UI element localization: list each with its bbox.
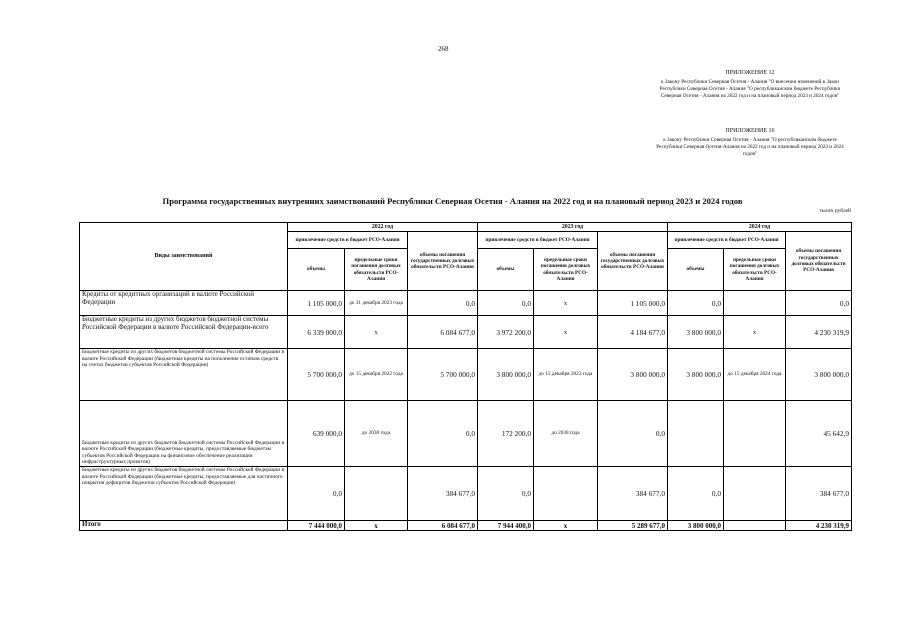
cell-term-2023: до 2038 года (534, 401, 598, 467)
cell-term-2024 (724, 291, 786, 316)
cell-term-2023: х (534, 291, 598, 316)
cell-term-2024: до 15 декабря 2024 года (724, 349, 786, 401)
cell-repay-2023: 0,0 (598, 401, 668, 467)
cell-volume-2024: 0,0 (668, 467, 724, 521)
document-title: Программа государственных внутренних заимствований Республики Северная Осетия - Алания на 2022 год и на плановый период 2023 и 2024 годов (162, 196, 743, 206)
header-year-2023: 2023 год (478, 223, 668, 232)
appendix-12-title: ПРИЛОЖЕНИЕ 12 (725, 70, 775, 76)
table-row (80, 316, 852, 349)
cell-volume-2024: 3 800 000,0 (668, 316, 724, 349)
cell-repay-2024: 45 642,9 (786, 401, 852, 467)
cell-repay-2022: 6 084 677,0 (408, 521, 478, 531)
row-label: Бюджетные кредиты из других бюджетов бюджетной системы Российской Федерации в валюте Российской Федерации (бюджетные кредиты, предоставляемые для частичного покрытия дефицитов бюджетов субъектов Российской Федерации) (80, 467, 288, 521)
cell-volume-2023: 172 200,0 (478, 401, 534, 467)
cell-repay-2024: 4 230 319,9 (786, 316, 852, 349)
header-volume-2023: объемы (478, 249, 534, 291)
cell-volume-2023: 0,0 (478, 291, 534, 316)
row-label: Бюджетные кредиты из других бюджетов бюджетной системы Российской Федерации в валюте Российской Федерации-всего (80, 316, 288, 349)
cell-volume-2022: 5 700 000,0 (288, 349, 345, 401)
cell-term-2022: до 2038 года (345, 401, 408, 467)
cell-volume-2022: 6 339 000,0 (288, 316, 345, 349)
cell-repay-2023: 5 289 677,0 (598, 521, 668, 531)
cell-term-2022: до 15 декабря 2022 года (345, 349, 408, 401)
cell-volume-2023: 3 800 000,0 (478, 349, 534, 401)
cell-repay-2023: 4 184 677,0 (598, 316, 668, 349)
cell-term-2024 (724, 401, 786, 467)
cell-term-2022: до 31 декабря 2023 года (345, 291, 408, 316)
cell-repay-2023: 1 105 000,0 (598, 291, 668, 316)
cell-term-2022 (345, 467, 408, 521)
cell-repay-2022: 6 084 677,0 (408, 316, 478, 349)
cell-repay-2023: 3 800 000,0 (598, 349, 668, 401)
cell-volume-2022: 0,0 (288, 467, 345, 521)
header-term-2024: предельные сроки погашения долговых обязательств РСО-Алания (724, 249, 786, 291)
table-row-total (80, 521, 852, 531)
cell-term-2023 (534, 467, 598, 521)
row-label: Бюджетные кредиты из других бюджетов бюджетной системы Российской Федерации в валюте Российской Федерации (бюджетные кредиты, предоставляемые бюджетам субъектов Российской Федерации на финансовое обеспечение реализации инфраструктурных проектов) (80, 401, 288, 467)
table-row (80, 291, 852, 316)
cell-volume-2024: 3 800 000,0 (668, 521, 724, 531)
table-row (80, 349, 852, 401)
appendix-16-text: к Закону Республики Северная Осетия - Алания "О республиканском бюджете Республики Северная Осетия-Алания на 2022 год и на плановый период 2023 и 2024 годов" (656, 137, 844, 157)
header-repay-2024: объемы погашения государственных долговых обязательств РСО-Алания (786, 232, 852, 291)
header-term-2023: предельные сроки погашения долговых обязательств РСО-Алания (534, 249, 598, 291)
cell-term-2024 (724, 467, 786, 521)
cell-term-2024: х (724, 316, 786, 349)
cell-volume-2023: 3 972 200,0 (478, 316, 534, 349)
header-repay-2023: объемы погашения государственных долговых обязательств РСО-Алания (598, 232, 668, 291)
cell-repay-2022: 384 677,0 (408, 467, 478, 521)
cell-term-2023: х (534, 316, 598, 349)
header-repay-2022: объемы погашения государственных долговых обязательств РСО-Алания (408, 232, 478, 291)
cell-volume-2024: 3 800 000,0 (668, 349, 724, 401)
header-attract-2022: привлечение средств в бюджет РСО-Алания (288, 232, 408, 249)
table-row (80, 401, 852, 467)
cell-term-2022: х (345, 521, 408, 531)
cell-volume-2023: 7 944 400,0 (478, 521, 534, 531)
cell-term-2023: до 15 декабря 2023 года (534, 349, 598, 401)
cell-repay-2022: 0,0 (408, 401, 478, 467)
row-label-total: Итого (80, 521, 288, 531)
cell-repay-2023: 384 677,0 (598, 467, 668, 521)
borrowing-table (79, 222, 852, 531)
header-volume-2024: объемы (668, 249, 724, 291)
appendix-16-title: ПРИЛОЖЕНИЕ 16 (725, 128, 775, 134)
header-attract-2023: привлечение средств в бюджет РСО-Алания (478, 232, 598, 249)
cell-repay-2022: 5 700 000,0 (408, 349, 478, 401)
units-label: тысяч рублей (819, 208, 851, 214)
cell-term-2023: х (534, 521, 598, 531)
cell-term-2024 (724, 521, 786, 531)
cell-volume-2023: 0,0 (478, 467, 534, 521)
header-attract-2024: привлечение средств в бюджет РСО-Алания (668, 232, 786, 249)
cell-volume-2022: 639 000,0 (288, 401, 345, 467)
cell-volume-2024: 0,0 (668, 291, 724, 316)
cell-repay-2024: 4 230 319,9 (786, 521, 852, 531)
cell-repay-2024: 384 677,0 (786, 467, 852, 521)
cell-volume-2022: 7 444 000,0 (288, 521, 345, 531)
appendix-12-note (655, 70, 845, 100)
cell-repay-2022: 0,0 (408, 291, 478, 316)
cell-term-2022: х (345, 316, 408, 349)
table-row (80, 467, 852, 521)
row-label: Бюджетные кредиты из других бюджетов бюджетной системы Российской Федерации в валюте Российской Федерации (бюджетные кредиты на пополнение остатков средств на счетах бюджетов субъектов Российской Федерации) (80, 349, 288, 401)
header-vid: Виды заимствований (80, 223, 288, 291)
page-number: 268 (438, 45, 449, 53)
header-year-2022: 2022 год (288, 223, 478, 232)
header-year-2024: 2024 год (668, 223, 852, 232)
cell-volume-2024 (668, 401, 724, 467)
cell-volume-2022: 1 105 000,0 (288, 291, 345, 316)
cell-repay-2024: 3 800 000,0 (786, 349, 852, 401)
row-label: Кредиты от кредитных организаций в валюте Российской Федерации (80, 291, 288, 316)
header-volume-2022: объемы (288, 249, 345, 291)
appendix-16-note (655, 128, 845, 158)
header-term-2022: предельные сроки погашения долговых обязательств РСО-Алания (345, 249, 408, 291)
appendix-12-text: к Закону Республики Северная Осетия - Алания "О внесении изменений в Закон Республики Северная Осетия - Алания "О республиканском бюджете Республики Северная Осетия - Алания на 2022 год и на плановый период 2023 и 2024 годов" (659, 79, 841, 99)
cell-repay-2024: 0,0 (786, 291, 852, 316)
